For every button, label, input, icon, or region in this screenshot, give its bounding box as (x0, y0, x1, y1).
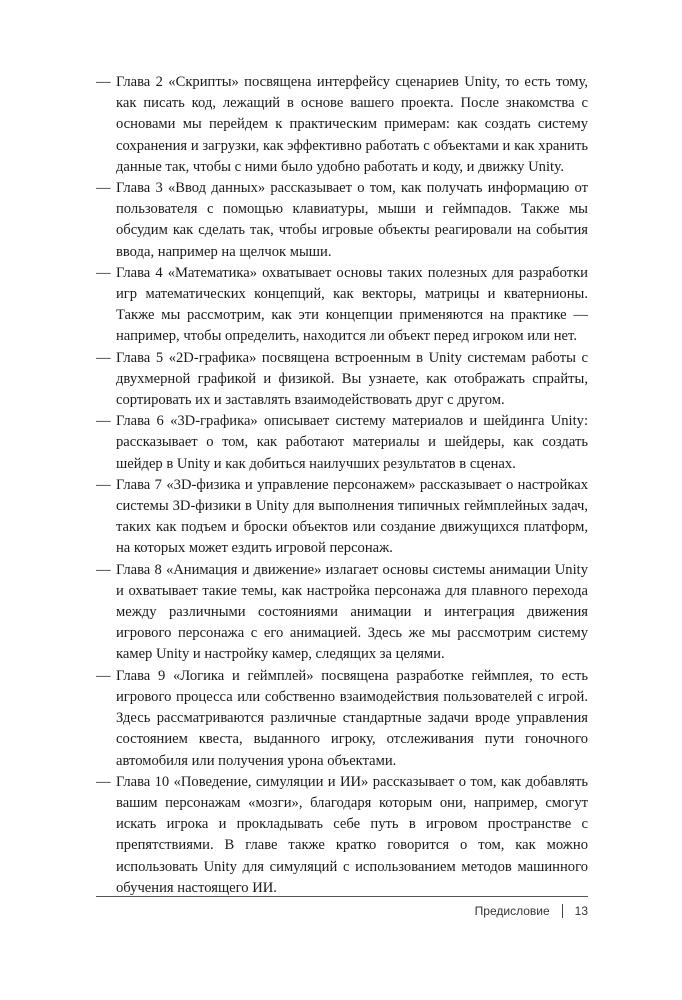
dash-marker: — (96, 773, 111, 790)
list-item-text: Глава 7 «3D-физика и управление персонажем» рассказывает о настройках системы 3D-физики в Unity для выполнения типичных геймплейных задач, таких как подъем и броски объектов или создание движущихся платформ, на которых может ездить игровой персонаж. (116, 476, 588, 557)
list-item (96, 72, 588, 178)
list-item (96, 475, 588, 560)
list-item (96, 560, 588, 666)
list-item (96, 178, 588, 263)
running-section-title: Предисловие (474, 904, 550, 918)
dash-marker: — (96, 413, 111, 430)
list-item-text: Глава 9 «Логика и геймплей» посвящена разработке геймплея, то есть игрового процесса или собственно взаимодействия пользователей с игрой. Здесь рассматриваются различные стандартные задачи вроде управления состоянием квеста, выданного игроку, отслеживания пути гоночного автомобиля или получения урона объектами. (116, 667, 588, 769)
page-footer (475, 904, 588, 918)
dash-marker: — (96, 180, 111, 197)
footer-rule (96, 896, 588, 897)
list-item-text: Глава 3 «Ввод данных» рассказывает о том, как получать информацию от пользователя с помощью клавиатуры, мыши и геймпадов. Также мы обсудим как сделать так, чтобы игровые объекты реагировали на события ввода, например на щелчок мыши. (116, 180, 588, 260)
list-item (96, 772, 588, 899)
dash-marker: — (96, 349, 111, 366)
list-item (96, 411, 588, 475)
list-item-text: Глава 5 «2D-графика» посвящена встроенным в Unity системам работы с двухмерной графикой и физикой. Вы узнаете, как отображать спрайты, сортировать их и заставлять взаимодействовать друг с другом. (116, 349, 588, 409)
list-item (96, 666, 588, 772)
dash-marker: — (96, 476, 111, 493)
list-item-text: Глава 6 «3D-графика» описывает систему материалов и шейдинга Unity: рассказывает о том, как работают материалы и шейдеры, как создать шейдер в Unity и как добиться наилучших результатов в сценах. (116, 413, 588, 472)
footer-separator (562, 904, 563, 918)
list-item-text: Глава 8 «Анимация и движение» излагает основы системы анимации Unity и охватывает такие темы, как настройка персонажа для плавного перехода между различными состояниями анимации и интеграция движения игрового персонажа с его анимацией. Здесь же мы рассмотрим систему камер Unity и настройку камер, следящих за целями. (116, 561, 588, 663)
list-item-text: Глава 4 «Математика» охватывает основы таких полезных для разработки игр математических концепций, как векторы, матрицы и кватернионы. Также мы рассмотрим, как эти концепции применяются на практике — например, чтобы определить, находится ли объект перед игроком или нет. (116, 264, 588, 345)
dash-marker: — (96, 264, 111, 281)
list-item-text: Глава 2 «Скрипты» посвящена интерфейсу сценариев Unity, то есть тому, как писать код, лежащий в основе вашего проекта. После знакомства с основами мы перейдем к практическим примерам: как создать систему сохранения и загрузки, как эффективно работать с объектами и как хранить данные так, чтобы с ними было удобно работать и коду, и движку Unity. (116, 74, 588, 175)
list-item (96, 263, 588, 348)
chapter-list (96, 72, 588, 899)
dash-marker: — (96, 561, 111, 578)
list-item-text: Глава 10 «Поведение, симуляции и ИИ» рассказывает о том, как добавлять вашим персонажам «мозги», благодаря которым они, например, смогут искать игрока и прокладывать себе путь в игровом пространстве с препятствиями. В главе также кратко говорится о том, как можно использовать Unity для симуляций с использованием методов машинного обучения настоящего ИИ. (116, 773, 588, 896)
list-item (96, 348, 588, 412)
dash-marker: — (96, 667, 111, 684)
page-number: 13 (574, 904, 588, 918)
dash-marker: — (96, 74, 111, 90)
